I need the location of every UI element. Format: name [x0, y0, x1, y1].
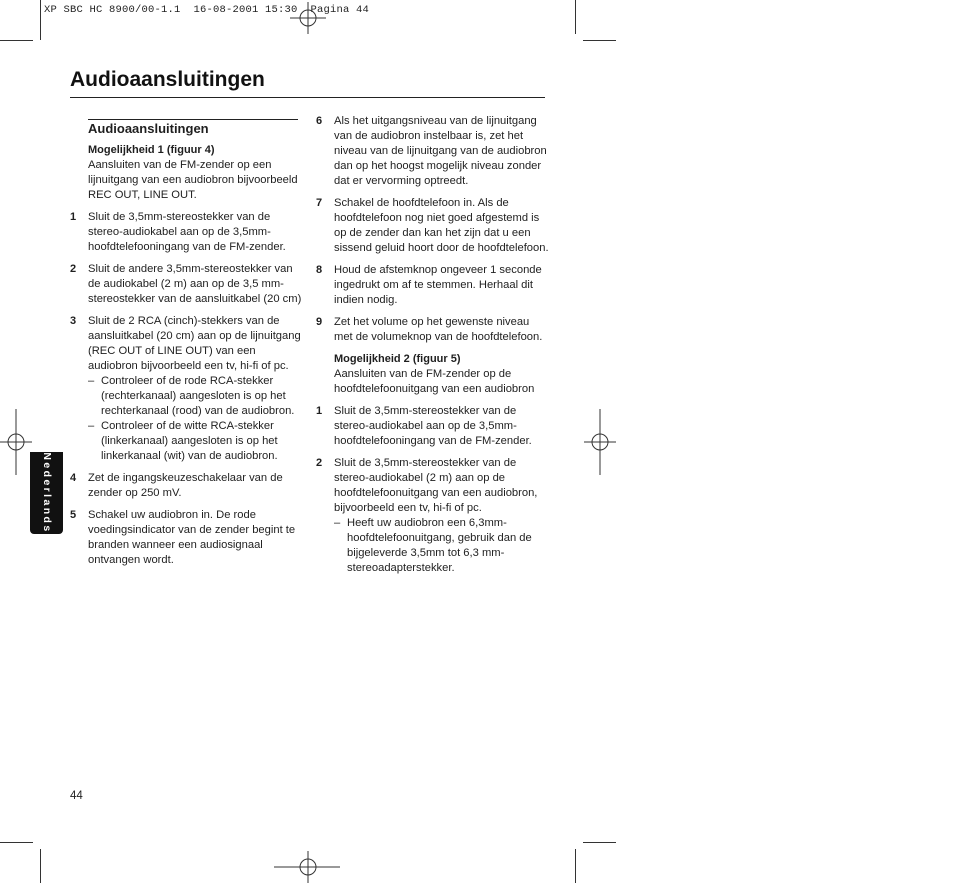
step-number: 1 [70, 211, 77, 223]
step-text: Sluit de 3,5mm-stereostekker van de stereo-audiokabel (2 m) aan op de hoofdtelefoonuitgang van een audiobron, bijvoorbeeld een tv, hi-fi of pc. [334, 457, 538, 514]
sub-item [88, 419, 303, 464]
step-text: Sluit de andere 3,5mm-stereostekker van de audiokabel (2 m) aan op de 3,5 mm-stereostekker van de aansluitkabel (20 cm) [88, 263, 302, 305]
step-item [316, 404, 549, 449]
page-title: Audioaansluitingen [70, 68, 265, 91]
option2-heading: Mogelijkheid 2 (figuur 5) [334, 353, 461, 365]
sub-item-text: Heeft uw audiobron een 6,3mm-hoofdtelefoonuitgang, gebruik dan de bijgeleverde 3,5mm tot 6,3 mm-stereoadapterstekker. [347, 517, 532, 574]
registration-mark-left-icon [0, 409, 32, 475]
crop-mark-top-right-horizontal [583, 40, 616, 41]
step-number: 5 [70, 509, 77, 521]
print-header: XP SBC HC 8900/00-1.1 16-08-2001 15:30 Pagina 44 [44, 4, 370, 16]
step-text: Houd de afstemknop ongeveer 1 seconde ingedrukt om af te stemmen. Herhaal dit indien nodig. [334, 264, 542, 306]
step-item [316, 196, 549, 256]
crop-mark-bottom-right-vertical [575, 849, 576, 883]
step-item [70, 508, 303, 568]
step-text: Als het uitgangsniveau van de lijnuitgang van de audiobron instelbaar is, zet het niveau van de lijnuitgang van de audiobron dan op het hoogst mogelijk niveau zonder dat er vervorming optreedt. [334, 115, 547, 187]
section-heading: Audioaansluitingen [88, 121, 209, 136]
step-item [70, 471, 303, 501]
sub-item [334, 516, 549, 576]
dash-marker: – [88, 420, 95, 432]
crop-mark-top-left-horizontal [0, 40, 33, 41]
step-item [70, 262, 303, 307]
step-text: Zet het volume op het gewenste niveau met de volumeknop van de hoofdtelefoon. [334, 316, 543, 343]
left-column [70, 121, 303, 575]
step-item [70, 210, 303, 255]
crop-mark-top-right-vertical [575, 0, 576, 34]
sub-item-text: Controleer of de rode RCA-stekker (rechterkanaal) aangesloten is op het rechterkanaal (rood) van de audiobron. [101, 375, 295, 417]
step-number: 6 [316, 115, 323, 127]
crop-mark-bottom-left-horizontal [0, 842, 33, 843]
option1-heading: Mogelijkheid 1 (figuur 4) [88, 144, 215, 156]
step-number: 2 [316, 457, 323, 469]
language-tab-label: Nederlands [40, 452, 53, 534]
registration-mark-right-icon [584, 409, 616, 475]
step-text: Sluit de 3,5mm-stereostekker van de stereo-audiokabel aan op de 3,5mm-hoofdtelefooningang van de FM-zender. [88, 211, 286, 253]
crop-mark-top-left-vertical [40, 0, 41, 40]
section-divider [88, 119, 298, 120]
title-divider [70, 97, 545, 98]
step-text: Sluit de 3,5mm-stereostekker van de stereo-audiokabel aan op de 3,5mm-hoofdtelefooningang van de FM-zender. [334, 405, 532, 447]
step-text: Schakel de hoofdtelefoon in. Als de hoofdtelefoon nog niet goed afgestemd is op de zender dan kan het zijn dat u een sissend geluid hoort door de hoofdtelefoon. [334, 197, 549, 254]
option2-intro: Aansluiten van de FM-zender op de hoofdtelefoonuitgang van een audiobron [334, 368, 535, 395]
page-number: 44 [70, 790, 83, 802]
sub-item [88, 374, 303, 419]
step-item [316, 263, 549, 308]
dash-marker: – [334, 517, 341, 529]
step-item [316, 114, 549, 189]
step-number: 9 [316, 316, 323, 328]
right-column [316, 114, 549, 583]
crop-mark-bottom-left-vertical [40, 849, 41, 883]
step-item [316, 456, 549, 576]
step-number: 7 [316, 197, 323, 209]
registration-mark-top-icon [290, 2, 326, 34]
step-number: 8 [316, 264, 323, 276]
sub-item-text: Controleer of de witte RCA-stekker (linkerkanaal) aangesloten is op het linkerkanaal (wit) van de audiobron. [101, 420, 278, 462]
registration-mark-bottom-icon [274, 851, 340, 883]
step-number: 2 [70, 263, 77, 275]
dash-marker: – [88, 375, 95, 387]
language-tab [30, 452, 63, 534]
step-number: 4 [70, 472, 77, 484]
option1-intro: Aansluiten van de FM-zender op een lijnuitgang van een audiobron bijvoorbeeld REC OUT, LINE OUT. [88, 159, 298, 201]
step-text: Zet de ingangskeuzeschakelaar van de zender op 250 mV. [88, 472, 283, 499]
step-number: 1 [316, 405, 323, 417]
step-item [316, 315, 549, 345]
crop-mark-bottom-right-horizontal [583, 842, 616, 843]
step-text: Sluit de 2 RCA (cinch)-stekkers van de aansluitkabel (20 cm) aan op de lijnuitgang (REC OUT of LINE OUT) van een audiobron bijvoorbeeld een tv, hi-fi of pc. [88, 315, 301, 372]
step-text: Schakel uw audiobron in. De rode voedingsindicator van de zender begint te branden wanneer een audiosignaal ontvangen wordt. [88, 509, 296, 566]
step-item [70, 314, 303, 464]
step-number: 3 [70, 315, 77, 327]
